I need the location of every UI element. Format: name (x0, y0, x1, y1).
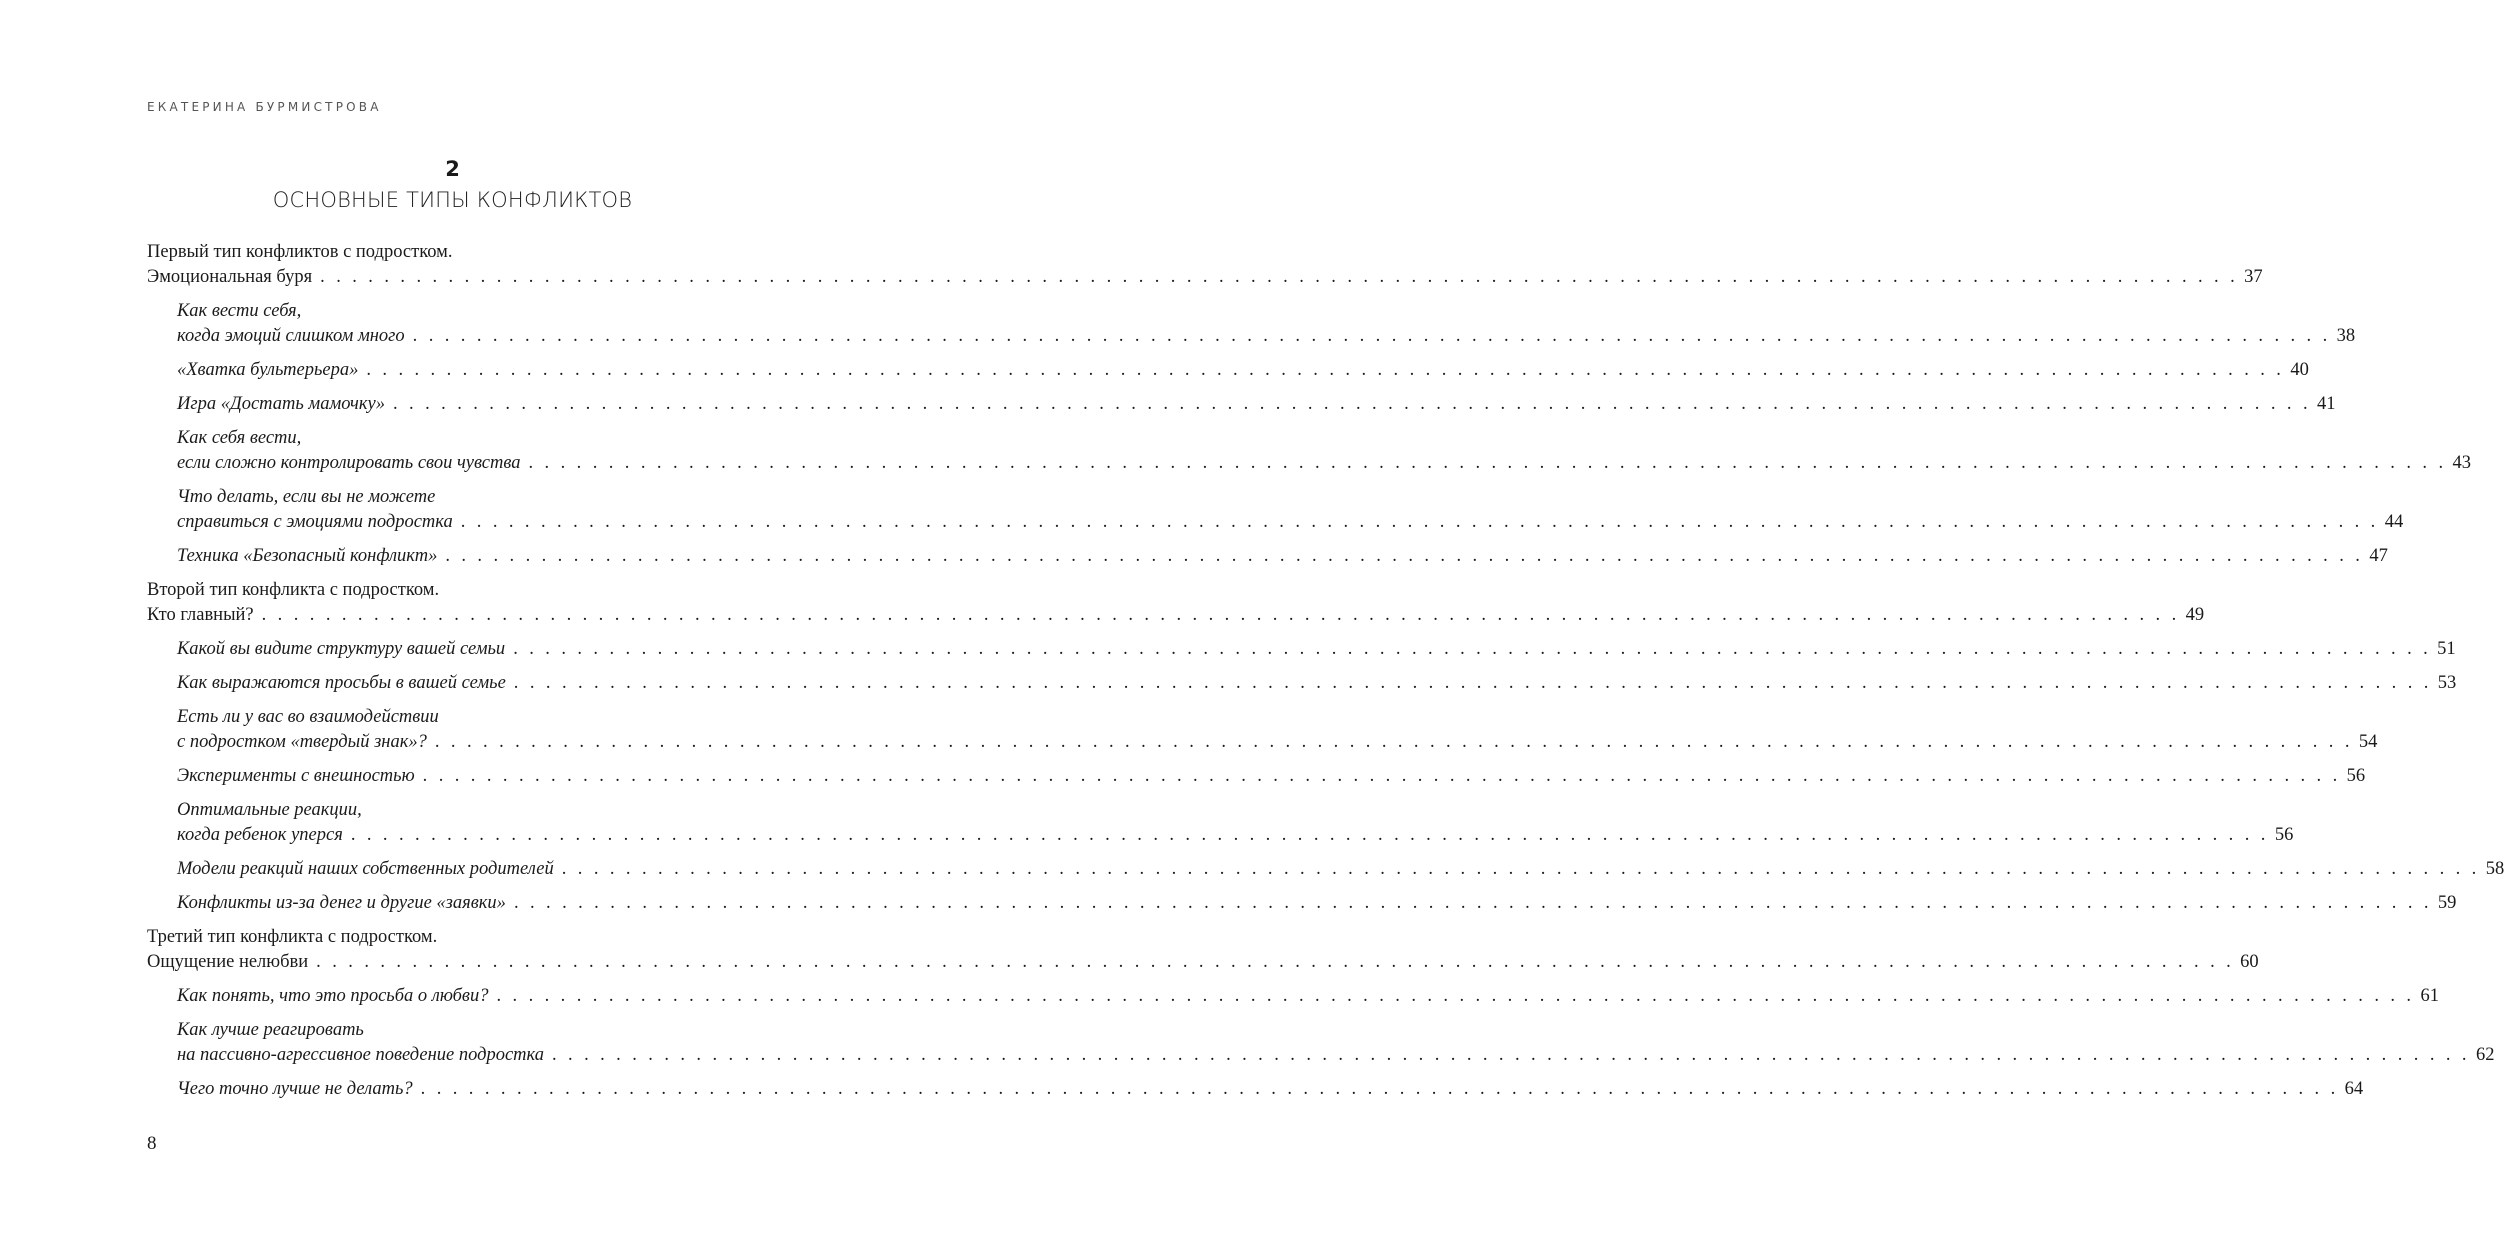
toc-entry-line (177, 510, 2404, 535)
toc-entry-line (177, 392, 2336, 417)
toc-entry-line (147, 265, 2263, 290)
toc-entry-line (177, 324, 2356, 349)
toc-entry-title: Как вести себя, (177, 301, 302, 321)
toc-page-number: 49 (2185, 605, 2205, 625)
toc-entry-line (147, 603, 2205, 628)
toc-page-number: 53 (2437, 673, 2457, 693)
dot-leader: . . . . . . . . . . . . . . . . . . . . . . . . . . . . . . . . . . . . . . . . . . . . . . . . . . . . . . . . . . . . . . . . . . . . . . . . . . . . . . . . . . . . . . . . . . . . . . . . . . . . . . . . . . . . . . . . . . . . . . . . (434, 732, 2353, 752)
toc-entry-line (177, 764, 2366, 789)
dot-leader: . . . . . . . . . . . . . . . . . . . . . . . . . . . . . . . . . . . . . . . . . . . . . . . . . . . . . . . . . . . . . . . . . . . . . . . . . . . . . . . . . . . . . . . . . . . . . . . . . . . . . . . . . . . . . . . . . . . . . . . . (422, 766, 2341, 786)
toc-entry-line (177, 1043, 2495, 1068)
toc-entry-line (177, 984, 2439, 1009)
dot-leader: . . . . . . . . . . . . . . . . . . . . . . . . . . . . . . . . . . . . . . . . . . . . . . . . . . . . . . . . . . . . . . . . . . . . . . . . . . . . . . . . . . . . . . . . . . . . . . . . . . . . . . . . . . . . . . . . . . . . . . . . (350, 825, 2269, 845)
toc-entry-line (177, 730, 2378, 755)
toc-entry-title: Что делать, если вы не можете (177, 487, 436, 507)
toc-entry-line (177, 705, 756, 730)
toc-entry-line (177, 857, 2504, 882)
running-header-author: ЕКАТЕРИНА БУРМИСТРОВА (147, 100, 382, 114)
toc-page-number: 43 (2452, 453, 2471, 473)
toc-entry-title: Есть ли у вас во взаимодействии (177, 707, 439, 727)
toc-entry (147, 671, 2457, 696)
dot-leader: . . . . . . . . . . . . . . . . . . . . . . . . . . . . . . . . . . . . . . . . . . . . . . . . . . . . . . . . . . . . . . . . . . . . . . . . . . . . . . . . . . . . . . . . . . . . . . . . . . . . . . . . . . . . . . . . . . . . . . . . (366, 360, 2285, 380)
toc-entry (147, 358, 2309, 383)
toc-entry-line (177, 1077, 2364, 1102)
toc-page-number: 54 (2358, 732, 2378, 752)
dot-leader: . . . . . . . . . . . . . . . . . . . . . . . . . . . . . . . . . . . . . . . . . . . . . . . . . . . . . . . . . . . . . . . . . . . . . . . . . . . . . . . . . . . . . . . . . . . . . . . . . . . . . . . . . . . . . . . . . . . . . . . . (513, 639, 2432, 659)
toc-entry-line (147, 925, 756, 950)
toc-entry-title: на пассивно-агрессивное поведение подростка (177, 1045, 544, 1065)
toc-page-number: 44 (2384, 512, 2404, 532)
toc-page-number: 38 (2336, 326, 2356, 346)
toc-entry-title: Ощущение нелюбви (147, 952, 309, 972)
dot-leader: . . . . . . . . . . . . . . . . . . . . . . . . . . . . . . . . . . . . . . . . . . . . . . . . . . . . . . . . . . . . . . . . . . . . . . . . . . . . . . . . . . . . . . . . . . . . . . . . . . . . . . . . . . . . . . . . . . . . . . . . (445, 546, 2364, 566)
page-number: 8 (147, 1133, 157, 1154)
toc-entry (147, 544, 2388, 569)
toc-page-number: 51 (2437, 639, 2456, 659)
toc-entry (147, 705, 2378, 755)
toc-entry-line (147, 578, 756, 603)
toc-entry-title: Как лучше реагировать (177, 1020, 364, 1040)
toc-entry-line (177, 671, 2457, 696)
dot-leader: . . . . . . . . . . . . . . . . . . . . . . . . . . . . . . . . . . . . . . . . . . . . . . . . . . . . . . . . . . . . . . . . . . . . . . . . . . . . . . . . . . . . . . . . . . . . . . . . . . . . . . . . . . . . . . . . . . . . . . . . (513, 673, 2432, 693)
dot-leader: . . . . . . . . . . . . . . . . . . . . . . . . . . . . . . . . . . . . . . . . . . . . . . . . . . . . . . . . . . . . . . . . . . . . . . . . . . . . . . . . . . . . . . . . . . . . . . . . . . . . . . . . . . . . . . . . . . . . . . . . (551, 1045, 2470, 1065)
toc-entry (147, 857, 2504, 882)
toc-page-number: 64 (2344, 1079, 2364, 1099)
toc-entry (147, 299, 2356, 349)
toc-entry (147, 392, 2336, 417)
toc-entry-line (177, 485, 756, 510)
dot-leader: . . . . . . . . . . . . . . . . . . . . . . . . . . . . . . . . . . . . . . . . . . . . . . . . . . . . . . . . . . . . . . . . . . . . . . . . . . . . . . . . . . . . . . . . . . . . . . . . . . . . . . . . . . . . . . . . . . . . . . . . (561, 859, 2480, 879)
chapter-number: 2 (445, 157, 460, 181)
toc-entry-line (177, 1018, 756, 1043)
toc-entry-title: Третий тип конфликта с подростком. (147, 927, 438, 947)
toc-entry-title: справиться с эмоциями подростка (177, 512, 453, 532)
toc-entry-title: Второй тип конфликта с подростком. (147, 580, 440, 600)
toc-entry-line (177, 823, 2294, 848)
toc-entry-line (177, 426, 756, 451)
toc-entry (147, 485, 2404, 535)
toc-page-number: 56 (2346, 766, 2366, 786)
toc-entry (147, 925, 2259, 975)
dot-leader: . . . . . . . . . . . . . . . . . . . . . . . . . . . . . . . . . . . . . . . . . . . . . . . . . . . . . . . . . . . . . . . . . . . . . . . . . . . . . . . . . . . . . . . . . . . . . . . . . . . . . . . . . . . . . . . . . . . . . . . . (320, 267, 2239, 287)
toc-entry-title: с подростком «твердый знак»? (177, 732, 427, 752)
toc-entry (147, 240, 2263, 290)
toc-page-number: 47 (2369, 546, 2388, 566)
toc-entry-line (147, 950, 2259, 975)
toc-page-number: 61 (2420, 986, 2439, 1006)
toc-entry-title: Техника «Безопасный конфликт» (177, 546, 438, 566)
dot-leader: . . . . . . . . . . . . . . . . . . . . . . . . . . . . . . . . . . . . . . . . . . . . . . . . . . . . . . . . . . . . . . . . . . . . . . . . . . . . . . . . . . . . . . . . . . . . . . . . . . . . . . . . . . . . . . . . . . . . . . . . (420, 1079, 2339, 1099)
toc-entry-line (177, 798, 756, 823)
toc-entry-line (177, 637, 2456, 662)
toc-entry (147, 764, 2366, 789)
toc-entry-title: Первый тип конфликтов с подростком. (147, 242, 453, 262)
toc-entry-title: Чего точно лучше не делать? (177, 1079, 413, 1099)
toc-entry-title: Эксперименты с внешностью (177, 766, 415, 786)
toc-entry-title: Конфликты из-за денег и другие «заявки» (177, 893, 506, 913)
toc-entry-line (147, 240, 756, 265)
toc-entry (147, 426, 2471, 476)
dot-leader: . . . . . . . . . . . . . . . . . . . . . . . . . . . . . . . . . . . . . . . . . . . . . . . . . . . . . . . . . . . . . . . . . . . . . . . . . . . . . . . . . . . . . . . . . . . . . . . . . . . . . . . . . . . . . . . . . . . . . . . . (513, 893, 2432, 913)
dot-leader: . . . . . . . . . . . . . . . . . . . . . . . . . . . . . . . . . . . . . . . . . . . . . . . . . . . . . . . . . . . . . . . . . . . . . . . . . . . . . . . . . . . . . . . . . . . . . . . . . . . . . . . . . . . . . . . . . . . . . . . . (412, 326, 2331, 346)
toc-entry-line (177, 891, 2457, 916)
toc-entry-title: Какой вы видите структуру вашей семьи (177, 639, 506, 659)
toc-entry-title: если сложно контролировать свои чувства (177, 453, 521, 473)
toc-entry (147, 891, 2457, 916)
toc-entry-line (177, 358, 2309, 383)
dot-leader: . . . . . . . . . . . . . . . . . . . . . . . . . . . . . . . . . . . . . . . . . . . . . . . . . . . . . . . . . . . . . . . . . . . . . . . . . . . . . . . . . . . . . . . . . . . . . . . . . . . . . . . . . . . . . . . . . . . . . . . . (316, 952, 2235, 972)
toc-page-number: 40 (2290, 360, 2309, 380)
dot-leader: . . . . . . . . . . . . . . . . . . . . . . . . . . . . . . . . . . . . . . . . . . . . . . . . . . . . . . . . . . . . . . . . . . . . . . . . . . . . . . . . . . . . . . . . . . . . . . . . . . . . . . . . . . . . . . . . . . . . . . . . (528, 453, 2447, 473)
toc-entry-title: Модели реакций наших собственных родителей (177, 859, 554, 879)
dot-leader: . . . . . . . . . . . . . . . . . . . . . . . . . . . . . . . . . . . . . . . . . . . . . . . . . . . . . . . . . . . . . . . . . . . . . . . . . . . . . . . . . . . . . . . . . . . . . . . . . . . . . . . . . . . . . . . . . . . . . . . . (261, 605, 2180, 625)
toc-entry (147, 798, 2294, 848)
toc-entry-line (177, 544, 2388, 569)
toc-page-number: 62 (2475, 1045, 2495, 1065)
toc-entry-title: Как понять, что это просьба о любви? (177, 986, 489, 1006)
toc-page-number: 58 (2485, 859, 2504, 879)
table-of-contents (147, 240, 2504, 1111)
toc-entry-title: «Хватка бультерьера» (177, 360, 359, 380)
toc-entry (147, 637, 2456, 662)
toc-entry-title: Игра «Достать мамочку» (177, 394, 385, 414)
chapter-title: ОСНОВНЫЕ ТИПЫ КОНФЛИКТОВ (272, 188, 633, 212)
toc-entry (147, 1077, 2364, 1102)
toc-entry (147, 984, 2439, 1009)
toc-entry-line (177, 299, 756, 324)
toc-entry-title: Как себя вести, (177, 428, 302, 448)
toc-entry-title: когда эмоций слишком много (177, 326, 405, 346)
toc-page-number: 41 (2316, 394, 2336, 414)
toc-entry-title: Эмоциональная буря (147, 267, 313, 287)
dot-leader: . . . . . . . . . . . . . . . . . . . . . . . . . . . . . . . . . . . . . . . . . . . . . . . . . . . . . . . . . . . . . . . . . . . . . . . . . . . . . . . . . . . . . . . . . . . . . . . . . . . . . . . . . . . . . . . . . . . . . . . . (496, 986, 2415, 1006)
toc-entry-title: когда ребенок уперся (177, 825, 343, 845)
toc-entry-title: Оптимальные реакции, (177, 800, 362, 820)
toc-entry-line (177, 451, 2471, 476)
toc-entry (147, 578, 2205, 628)
dot-leader: . . . . . . . . . . . . . . . . . . . . . . . . . . . . . . . . . . . . . . . . . . . . . . . . . . . . . . . . . . . . . . . . . . . . . . . . . . . . . . . . . . . . . . . . . . . . . . . . . . . . . . . . . . . . . . . . . . . . . . . . (393, 394, 2311, 414)
toc-entry-title: Как выражаются просьбы в вашей семье (177, 673, 506, 693)
toc-page-number: 59 (2437, 893, 2457, 913)
dot-leader: . . . . . . . . . . . . . . . . . . . . . . . . . . . . . . . . . . . . . . . . . . . . . . . . . . . . . . . . . . . . . . . . . . . . . . . . . . . . . . . . . . . . . . . . . . . . . . . . . . . . . . . . . . . . . . . . . . . . . . . . (460, 512, 2379, 532)
toc-entry (147, 1018, 2495, 1068)
toc-page-number: 60 (2240, 952, 2259, 972)
toc-entry-title: Кто главный? (147, 605, 254, 625)
toc-page-number: 37 (2244, 267, 2263, 287)
toc-page-number: 56 (2274, 825, 2294, 845)
